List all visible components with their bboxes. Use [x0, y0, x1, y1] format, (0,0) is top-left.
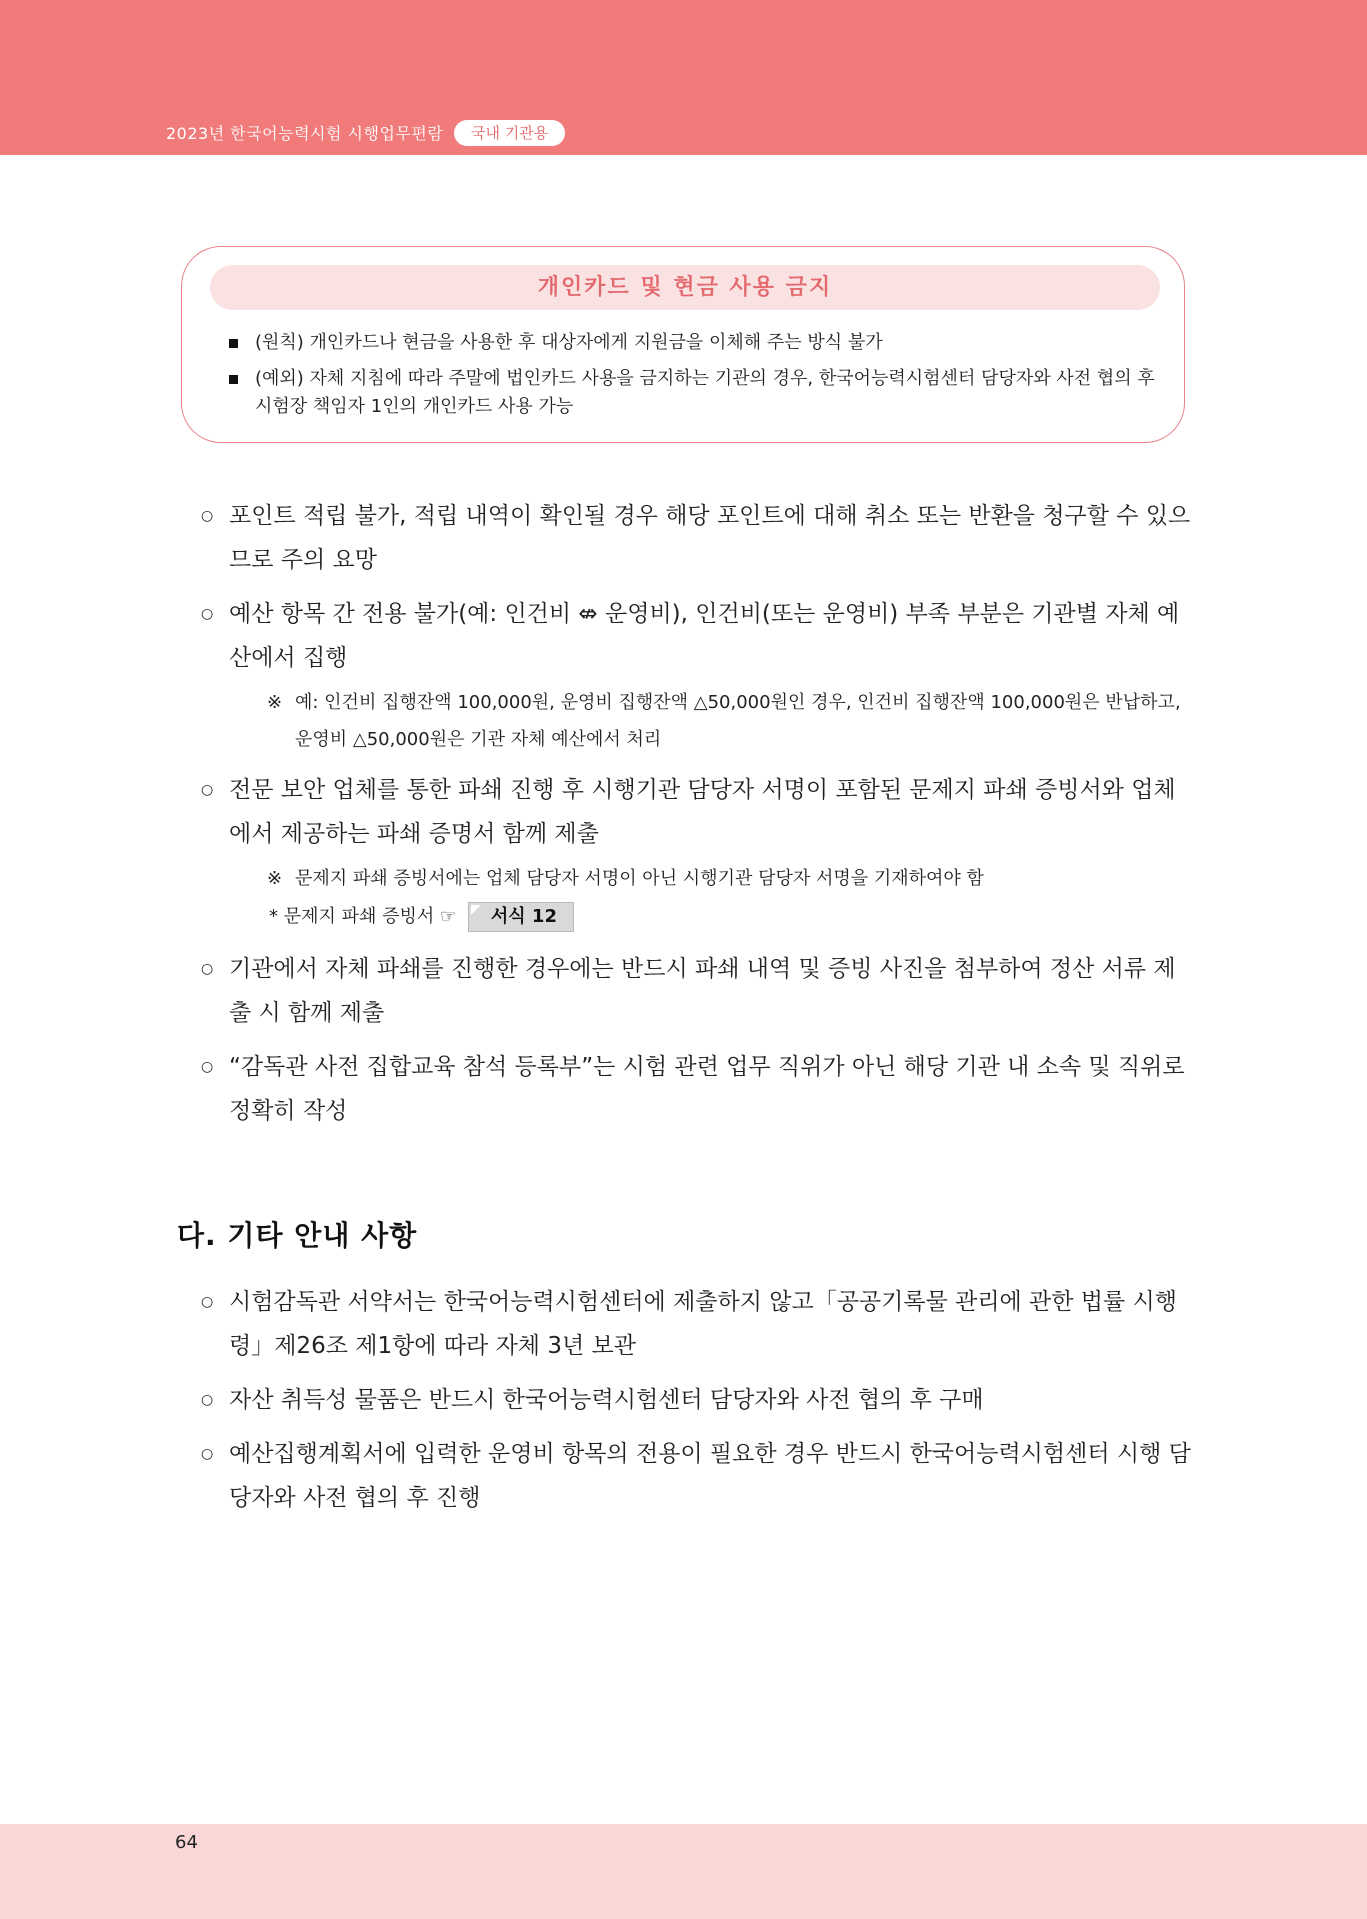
notice-box — [181, 246, 1185, 443]
list-item — [201, 947, 1191, 1035]
list-item-text: 기관에서 자체 파쇄를 진행한 경우에는 반드시 파쇄 내역 및 증빙 사진을 첨부하여 정산 서류 제출 시 함께 제출 — [229, 956, 1176, 1026]
list-item-text: 시험감독관 서약서는 한국어능력시험센터에 제출하지 않고「공공기록물 관리에 관한 법률 시행령」제26조 제1항에 따라 자체 3년 보관 — [229, 1289, 1177, 1359]
form-reference-text: * 문제지 파쇄 증빙서 ☞ — [269, 906, 457, 927]
page-footer — [0, 1824, 1367, 1919]
reference-mark: ※ — [267, 868, 283, 889]
header-badge: 국내 기관용 — [454, 120, 565, 146]
list-item — [201, 592, 1191, 758]
reference-note-text: 문제지 파쇄 증빙서에는 업체 담당자 서명이 아닌 시행기관 담당자 서명을 기재하여야 함 — [295, 868, 984, 889]
list-item-notes — [229, 684, 1191, 758]
notice-list — [227, 329, 1162, 429]
page-number: 64 — [175, 1832, 198, 1853]
list-item-text: 예산 항목 간 전용 불가(예: 인건비 ⇎ 운영비), 인건비(또는 운영비) 부족 부분은 기관별 자체 예산에서 집행 — [229, 601, 1180, 671]
list-item — [201, 768, 1191, 937]
reference-mark: ※ — [267, 692, 283, 713]
list-item — [201, 1378, 1191, 1422]
list-item-text: 포인트 적립 불가, 적립 내역이 확인될 경우 해당 포인트에 대해 취소 또는 반환을 청구할 수 있으므로 주의 요망 — [229, 503, 1191, 573]
list-item-text: “감독관 사전 집합교육 참석 등록부”는 시험 관련 업무 직위가 아닌 해당 기관 내 소속 및 직위로 정확히 작성 — [229, 1054, 1185, 1124]
form-12-badge[interactable]: 서식 12 — [468, 902, 574, 932]
reference-note — [229, 684, 1191, 758]
list-item — [201, 494, 1191, 582]
section-content — [201, 1280, 1191, 1520]
list-item — [201, 1045, 1191, 1133]
reference-note-text: 예: 인건비 집행잔액 100,000원, 운영비 집행잔액 △50,000원인 경우, 인건비 집행잔액 100,000원은 반납하고, 운영비 △50,000원은 기관 자체 예산에서 처리 — [295, 692, 1181, 750]
list-item-text: 예산집행계획서에 입력한 운영비 항목의 전용이 필요한 경우 반드시 한국어능력시험센터 시행 담당자와 사전 협의 후 진행 — [229, 1441, 1191, 1511]
main-content — [201, 494, 1191, 1133]
list-item — [201, 1280, 1191, 1368]
list-item — [201, 1432, 1191, 1520]
reference-note — [229, 860, 1191, 897]
list-item-text: 자산 취득성 물품은 반드시 한국어능력시험센터 담당자와 사전 협의 후 구매 — [229, 1387, 984, 1413]
list-item-notes — [229, 860, 1191, 937]
list-item-text: 전문 보안 업체를 통한 파쇄 진행 후 시행기관 담당자 서명이 포함된 문제지 파쇄 증빙서와 업체에서 제공하는 파쇄 증명서 함께 제출 — [229, 777, 1176, 847]
form-reference — [229, 897, 1191, 937]
header-title: 2023년 한국어능력시험 시행업무편람 — [166, 124, 444, 143]
page-header — [0, 0, 1367, 155]
notice-title: 개인카드 및 현금 사용 금지 — [210, 265, 1160, 310]
notice-item: (예외) 자체 지침에 따라 주말에 법인카드 사용을 금지하는 기관의 경우, 한국어능력시험센터 담당자와 사전 협의 후 시험장 책임자 1인의 개인카드 사용 가능 — [227, 365, 1162, 421]
section-title: 다. 기타 안내 사항 — [177, 1219, 418, 1252]
notice-item: (원칙) 개인카드나 현금을 사용한 후 대상자에게 지원금을 이체해 주는 방식 불가 — [227, 329, 1162, 357]
